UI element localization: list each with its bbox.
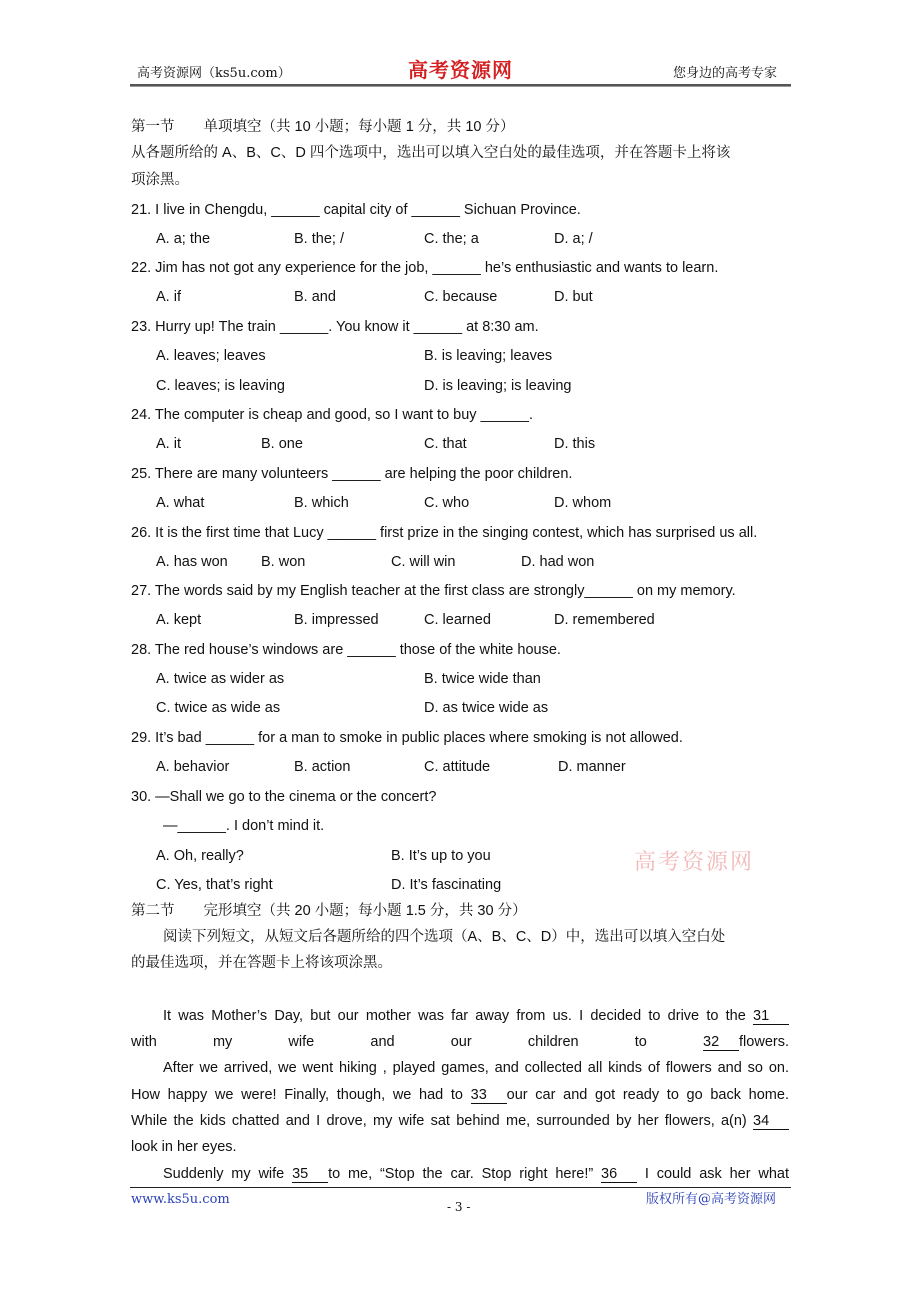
answer-option: C. the; a	[424, 231, 479, 247]
section2-instructions-2: 的最佳选项，并在答题卡上将该项涂黑。	[131, 955, 392, 971]
answer-option: B. action	[294, 759, 351, 775]
answer-option: D. It’s fascinating	[391, 877, 502, 893]
answer-option: B. impressed	[294, 612, 379, 628]
cloze-blank: 36	[601, 1166, 637, 1183]
passage-text: It was Mother’s Day, but our mother was far away from us. I decided to drive to the	[163, 1008, 753, 1024]
passage-line	[163, 1058, 789, 1078]
answer-option: B. which	[294, 495, 349, 511]
section2-instructions-1: 阅读下列短文，从短文后各题所给的四个选项（A、B、C、D）中，选出可以填入空白处	[163, 929, 726, 945]
passage-line	[131, 1111, 789, 1131]
section2-title: 第二节 完形填空（共 20 小题；每小题 1.5 分，共 30 分）	[131, 903, 527, 919]
answer-option: D. had won	[521, 554, 595, 570]
answer-option: D. as twice wide as	[424, 700, 549, 716]
passage-line	[163, 1006, 789, 1026]
answer-option: A. a; the	[156, 231, 211, 247]
answer-option: C. attitude	[424, 759, 491, 775]
passage-text: How happy we were! Finally, though, we had to	[131, 1087, 471, 1103]
answer-option: B. is leaving; leaves	[424, 348, 553, 364]
answer-option: C. who	[424, 495, 470, 511]
passage-text: with my wife and our children to	[131, 1034, 704, 1050]
answer-option: B. and	[294, 289, 336, 305]
answer-option: D. but	[554, 289, 593, 305]
passage-text: to me, “Stop the car. Stop right here!”	[328, 1166, 602, 1182]
answer-option: A. has won	[156, 554, 228, 570]
footer-copyright: 版权所有@高考资源网	[646, 1192, 777, 1207]
passage-line	[131, 1137, 237, 1157]
answer-option: D. manner	[558, 759, 626, 775]
answer-option: D. whom	[554, 495, 612, 511]
question-stem: 27. The words said by my English teacher at the first class are strongly______ on my memory.	[131, 583, 736, 599]
answer-option: A. kept	[156, 612, 202, 628]
question-stem: 25. There are many volunteers ______ are helping the poor children.	[131, 466, 573, 482]
answer-option: A. Oh, really?	[156, 848, 244, 864]
passage-text: flowers.	[739, 1034, 789, 1050]
page-number: - 3 -	[447, 1200, 471, 1214]
passage-line	[163, 1164, 789, 1184]
answer-option: A. if	[156, 289, 181, 305]
passage-text: look in her eyes.	[131, 1139, 237, 1155]
answer-option: C. because	[424, 289, 498, 305]
cloze-blank: 32	[703, 1034, 739, 1051]
answer-option: B. the; /	[294, 231, 344, 247]
answer-option: C. Yes, that’s right	[156, 877, 273, 893]
cloze-blank: 31	[753, 1008, 789, 1025]
question-stem: 26. It is the first time that Lucy ______ first prize in the singing contest, which has surprised us all.	[131, 525, 758, 541]
answer-option: C. learned	[424, 612, 491, 628]
header-rule	[130, 84, 791, 87]
question-stem: 30. —Shall we go to the cinema or the concert?	[131, 789, 437, 805]
footer-url[interactable]: www.ks5u.com	[131, 1192, 230, 1207]
footer-rule	[130, 1187, 791, 1188]
answer-option: B. one	[261, 436, 303, 452]
answer-option: B. won	[261, 554, 306, 570]
answer-option: B. It’s up to you	[391, 848, 491, 864]
answer-option: D. remembered	[554, 612, 655, 628]
passage-text: Suddenly my wife	[163, 1166, 293, 1182]
passage-line	[131, 1032, 789, 1052]
answer-option: C. that	[424, 436, 467, 452]
header-site-name: 高考资源网（ks5u.com）	[137, 66, 291, 81]
cloze-blank: 35	[292, 1166, 328, 1183]
answer-option: D. a; /	[554, 231, 593, 247]
passage-text: I could ask her what	[637, 1166, 789, 1182]
question-reply: —______. I don’t mind it.	[163, 818, 325, 834]
question-stem: 29. It’s bad ______ for a man to smoke in public places where smoking is not allowed.	[131, 730, 683, 746]
section1-instructions-1: 从各题所给的 A、B、C、D 四个选项中，选出可以填入空白处的最佳选项，并在答题卡上将该	[131, 145, 731, 161]
section1-instructions-2: 项涂黑。	[131, 172, 189, 188]
passage-line	[131, 1085, 789, 1105]
cloze-blank: 33	[471, 1087, 507, 1104]
question-stem: 21. I live in Chengdu, ______ capital city of ______ Sichuan Province.	[131, 202, 581, 218]
answer-option: C. leaves; is leaving	[156, 378, 285, 394]
answer-option: D. is leaving; is leaving	[424, 378, 572, 394]
answer-option: A. twice as wider as	[156, 671, 285, 687]
answer-option: C. will win	[391, 554, 456, 570]
passage-text: After we arrived, we went hiking , played games, and collected all kinds of flowers and so on.	[163, 1060, 789, 1076]
passage-text: While the kids chatted and I drove, my wife sat behind me, surrounded by her flowers, a(n)	[131, 1113, 753, 1129]
answer-option: A. behavior	[156, 759, 230, 775]
section1-title: 第一节 单项填空（共 10 小题；每小题 1 分，共 10 分）	[131, 119, 515, 135]
answer-option: C. twice as wide as	[156, 700, 281, 716]
header-logo: 高考资源网	[408, 58, 513, 82]
header-slogan: 您身边的高考专家	[673, 66, 778, 81]
watermark: 高考资源网	[634, 850, 755, 875]
cloze-blank: 34	[753, 1113, 789, 1130]
question-stem: 23. Hurry up! The train ______. You know it ______ at 8:30 am.	[131, 319, 539, 335]
passage-text: our car and got ready to go back home.	[506, 1087, 789, 1103]
answer-option: A. leaves; leaves	[156, 348, 266, 364]
answer-option: A. it	[156, 436, 181, 452]
answer-option: A. what	[156, 495, 205, 511]
question-stem: 22. Jim has not got any experience for the job, ______ he’s enthusiastic and wants to learn.	[131, 260, 719, 276]
answer-option: B. twice wide than	[424, 671, 541, 687]
answer-option: D. this	[554, 436, 596, 452]
question-stem: 28. The red house’s windows are ______ those of the white house.	[131, 642, 561, 658]
question-stem: 24. The computer is cheap and good, so I want to buy ______.	[131, 407, 533, 423]
